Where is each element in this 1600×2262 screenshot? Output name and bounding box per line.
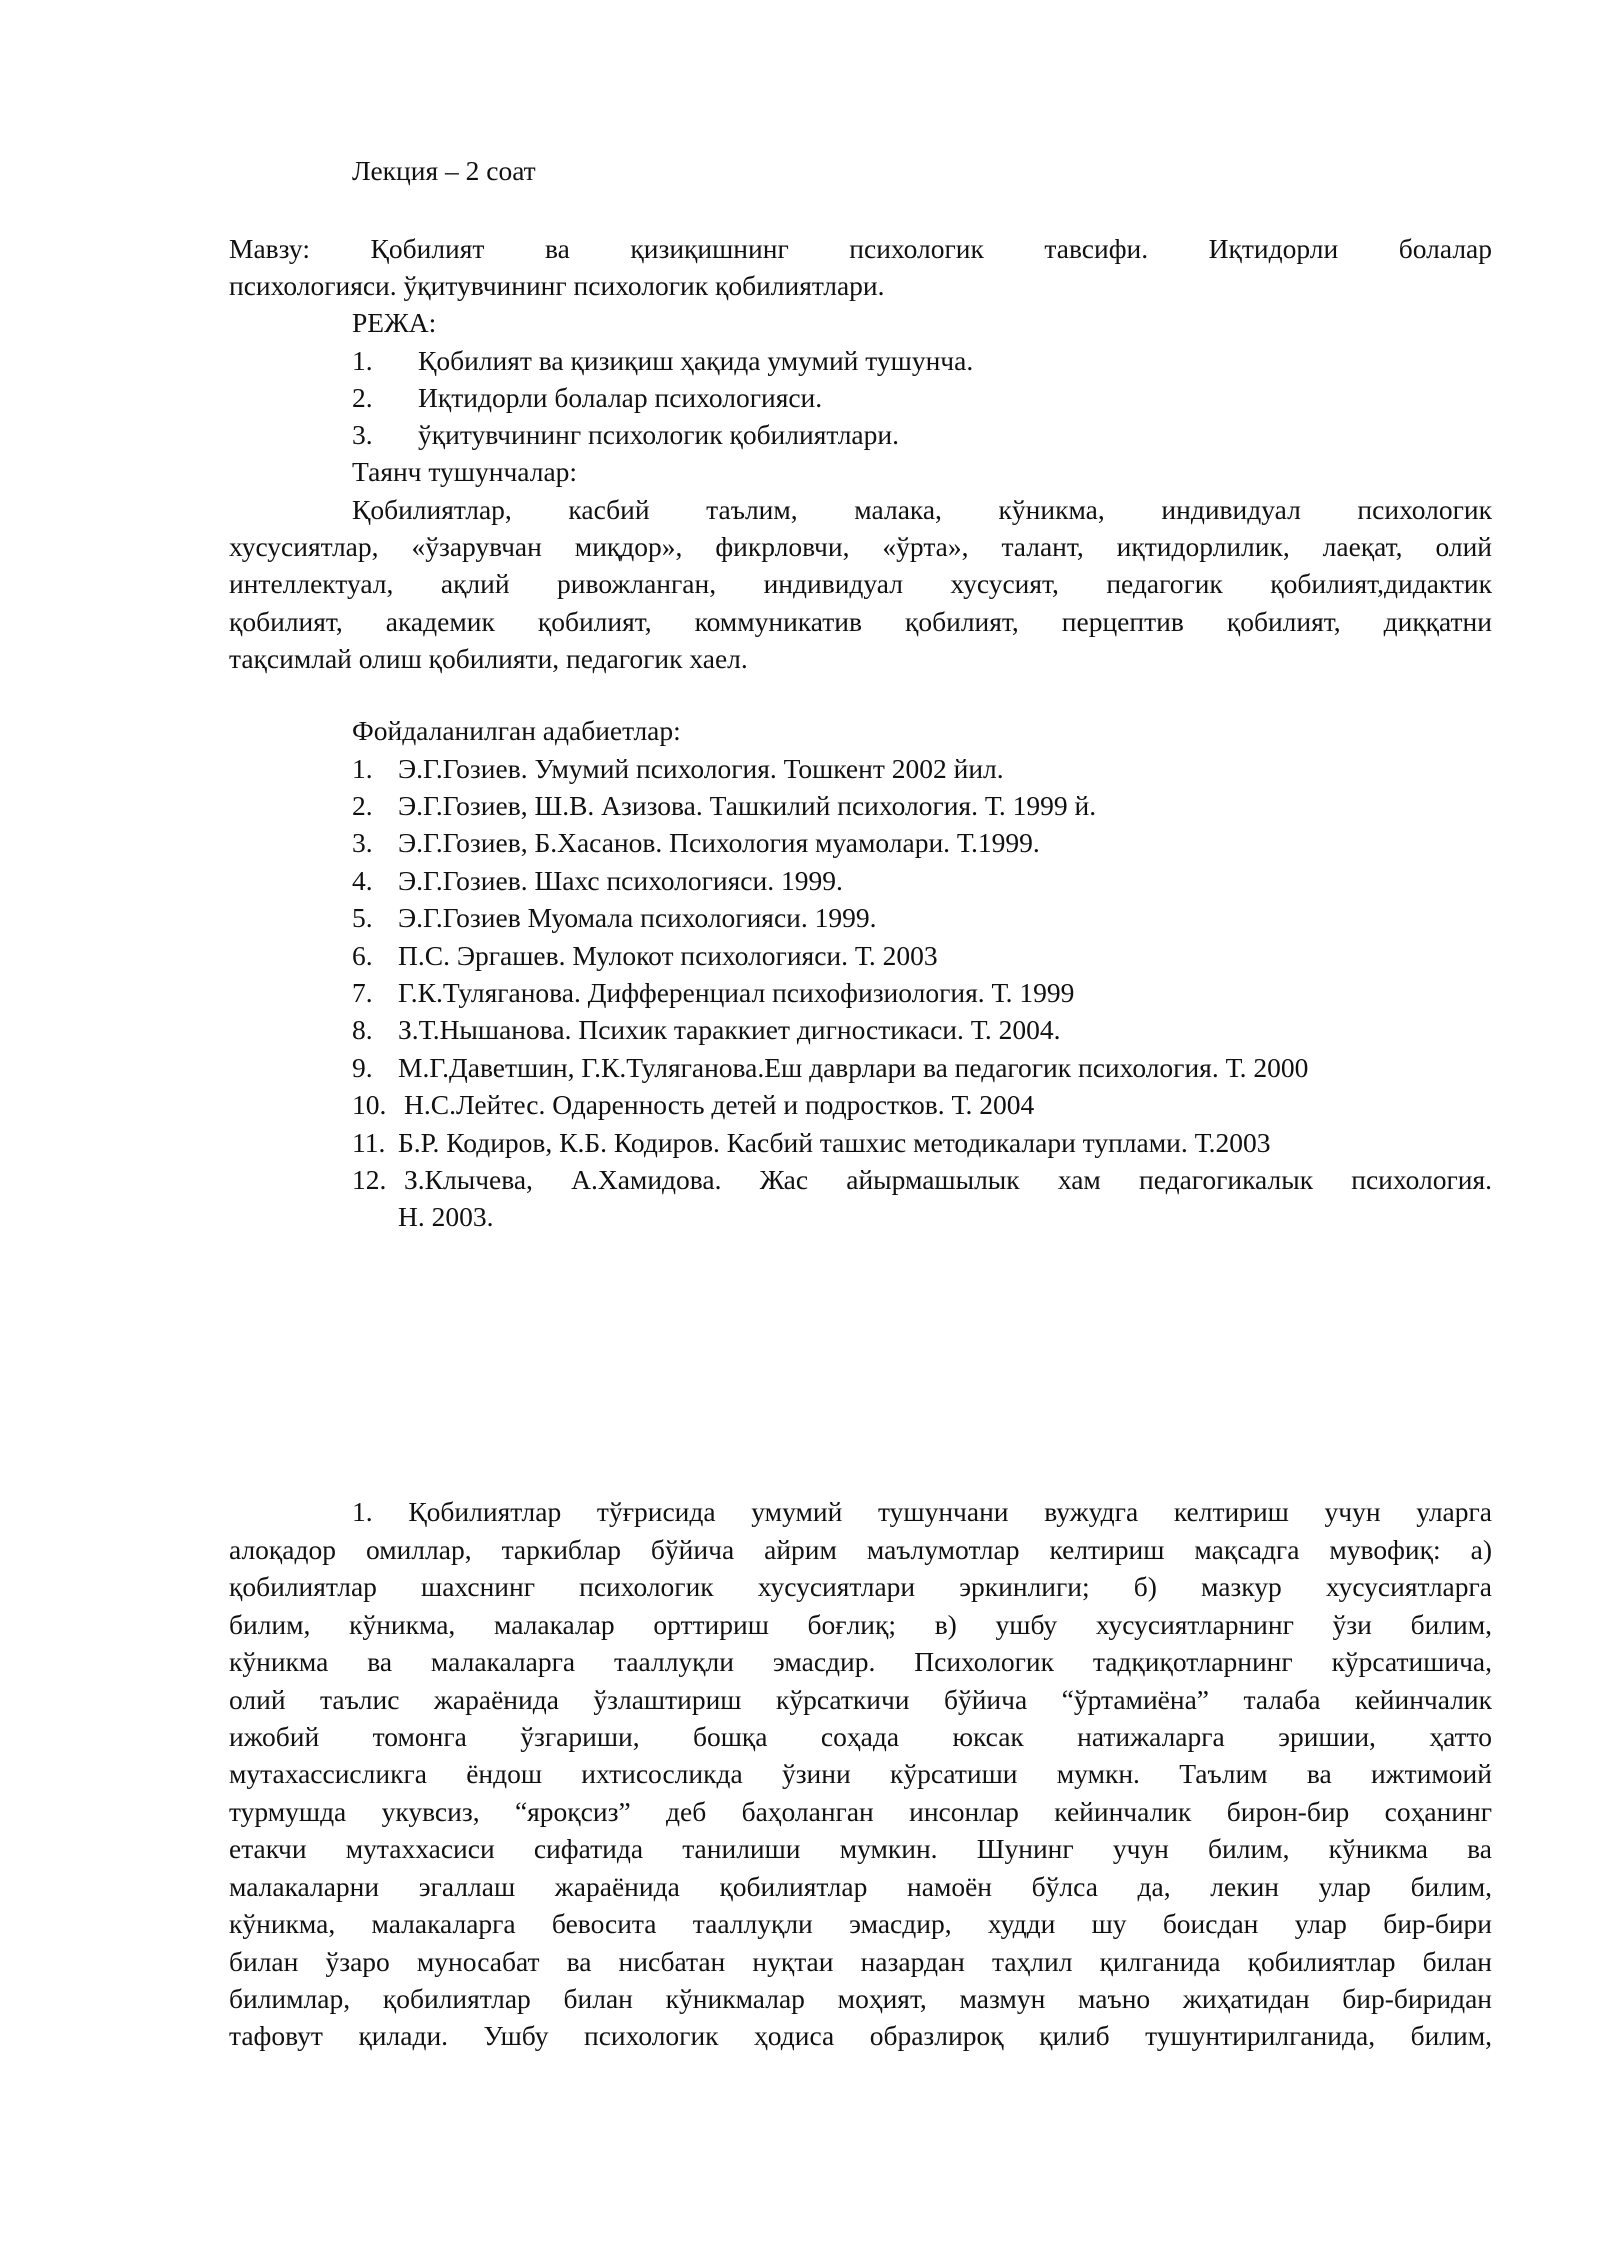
body-line: қобилиятлар шахснинг психологик хусусиятлари эркинлиги; б) мазкур хусусиятларга xyxy=(229,1571,1492,1602)
topic-line-1: Мавзу: Қобилият ва қизиқишнинг психологик тавсифи. Иқтидорли болалар xyxy=(229,233,1492,264)
literature-item-text: Э.Г.Гозиев Муомала психологияси. 1999. xyxy=(398,902,877,933)
literature-item-text: Э.Г.Гозиев. Умумий психология. Тошкент 2002 йил. xyxy=(398,753,1004,784)
literature-item-text: Э.Г.Гозиев, Б.Хасанов. Психология муамолари. Т.1999. xyxy=(398,827,1040,858)
body-line: билан ўзаро муносабат ва нисбатан нуқтаи назардан таҳлил қилганида қобилиятлар билан xyxy=(229,1946,1492,1977)
key-terms-title: Таянч тушунчалар: xyxy=(352,456,578,487)
key-terms-line: Қобилиятлар, касбий таълим, малака, кўникма, индивидуал психологик xyxy=(352,494,1492,525)
body-line: кўникма ва малакаларга тааллуқли эмасдир. Психологик тадқиқотларнинг кўрсатишича, xyxy=(229,1646,1492,1677)
plan-item-number: 1. xyxy=(352,345,373,376)
literature-item-text: П.С. Эргашев. Мулокот психологияси. Т. 2003 xyxy=(398,940,938,971)
literature-item-text: Б.Р. Кодиров, К.Б. Кодиров. Касбий ташхис методикалари туплами. Т.2003 xyxy=(398,1127,1271,1158)
plan-item-text: ўқитувчининг психологик қобилиятлари. xyxy=(418,419,899,450)
plan-title: РЕЖА: xyxy=(352,307,437,338)
literature-item-number: 7. xyxy=(352,977,373,1008)
literature-item-text: М.Г.Даветшин, Г.К.Туляганова.Еш даврлари ва педагогик психология. Т. 2000 xyxy=(398,1052,1309,1083)
literature-item-text: З.Клычева, А.Хамидова. Жас айырмашылык хам педагогикалык психология. xyxy=(404,1164,1492,1195)
lecture-heading: Лекция – 2 соат xyxy=(352,155,536,186)
body-line: малакаларни эгаллаш жараёнида қобилиятлар намоён бўлса да, лекин улар билим, xyxy=(229,1871,1492,1902)
literature-title: Фойдаланилган адабиетлар: xyxy=(352,715,681,746)
body-line: мутахассисликга ёндош ихтисосликда ўзини кўрсатиши мумкн. Таълим ва ижтимоий xyxy=(229,1758,1492,1789)
body-line: билим, кўникма, малакалар орттириш боғлиқ; в) ушбу хусусиятларнинг ўзи билим, xyxy=(229,1609,1492,1640)
literature-item-number: 12. xyxy=(352,1164,387,1195)
literature-item-number: 2. xyxy=(352,790,373,821)
literature-item-continuation: Н. 2003. xyxy=(398,1201,494,1232)
topic-line-2: психологияси. ўқитувчининг психологик қобилиятлари. xyxy=(229,270,885,301)
key-terms-line: тақсимлай олиш қобилияти, педагогик хаел. xyxy=(229,643,748,674)
literature-item-number: 10. xyxy=(352,1089,387,1120)
body-line: билимлар, қобилиятлар билан кўникмалар моҳият, мазмун маъно жиҳатидан бир-биридан xyxy=(229,1983,1492,2014)
plan-item-number: 3. xyxy=(352,419,373,450)
literature-item-number: 8. xyxy=(352,1014,373,1045)
body-line: ижобий томонга ўзгариши, бошқа соҳада юксак натижаларга эришии, ҳатто xyxy=(229,1721,1492,1752)
body-line: етакчи мутаххасиси сифатида танилиши мумкин. Шунинг учун билим, кўникма ва xyxy=(229,1833,1492,1864)
plan-item-text: Қобилият ва қизиқиш ҳақида умумий тушунча. xyxy=(418,345,974,376)
plan-item-text: Иқтидорли болалар психологияси. xyxy=(418,382,823,413)
literature-item-text: Н.С.Лейтес. Одаренность детей и подростков. Т. 2004 xyxy=(404,1089,1035,1120)
body-line: тафовут қилади. Ушбу психологик ҳодиса образлироқ қилиб тушунтирилганида, билим, xyxy=(229,2020,1492,2051)
body-line: олий таълис жараёнида ўзлаштириш кўрсаткичи бўйича “ўртамиёна” талаба кейинчалик xyxy=(229,1684,1492,1715)
body-line: алоқадор омиллар, таркиблар бўйича айрим маълумотлар келтириш мақсадга мувофиқ: а) xyxy=(229,1534,1492,1565)
literature-item-number: 11. xyxy=(352,1127,386,1158)
literature-item-text: Э.Г.Гозиев, Ш.В. Азизова. Ташкилий психология. Т. 1999 й. xyxy=(398,790,1097,821)
literature-item-text: Э.Г.Гозиев. Шахс психологияси. 1999. xyxy=(398,865,843,896)
literature-item-number: 9. xyxy=(352,1052,373,1083)
literature-item-number: 6. xyxy=(352,940,373,971)
literature-item-number: 5. xyxy=(352,902,373,933)
literature-item-text: Г.К.Туляганова. Дифференциал психофизиология. Т. 1999 xyxy=(398,977,1075,1008)
body-line: кўникма, малакаларга бевосита тааллуқли эмасдир, худди шу боисдан улар бир-бири xyxy=(229,1908,1492,1939)
key-terms-line: хусусиятлар, «ўзарувчан миқдор», фикрловчи, «ўрта», талант, иқтидорлилик, лаеқат, олий xyxy=(229,531,1492,562)
literature-item-number: 4. xyxy=(352,865,373,896)
literature-item-text: З.Т.Нышанова. Психик тараккиет дигностикаси. Т. 2004. xyxy=(398,1014,1061,1045)
key-terms-line: интеллектуал, ақлий ривожланган, индивидуал хусусият, педагогик қобилият,дидактик xyxy=(229,568,1492,599)
plan-item-number: 2. xyxy=(352,382,373,413)
body-line: 1. Қобилиятлар тўғрисида умумий тушунчани вужудга келтириш учун уларга xyxy=(352,1496,1492,1527)
body-line: турмушда укувсиз, “яроқсиз” деб баҳоланган инсонлар кейинчалик бирон-бир соҳанинг xyxy=(229,1796,1492,1827)
literature-item-number: 1. xyxy=(352,753,373,784)
literature-item-number: 3. xyxy=(352,827,373,858)
key-terms-line: қобилият, академик қобилият, коммуникатив қобилият, перцептив қобилият, диққатни xyxy=(229,606,1492,637)
